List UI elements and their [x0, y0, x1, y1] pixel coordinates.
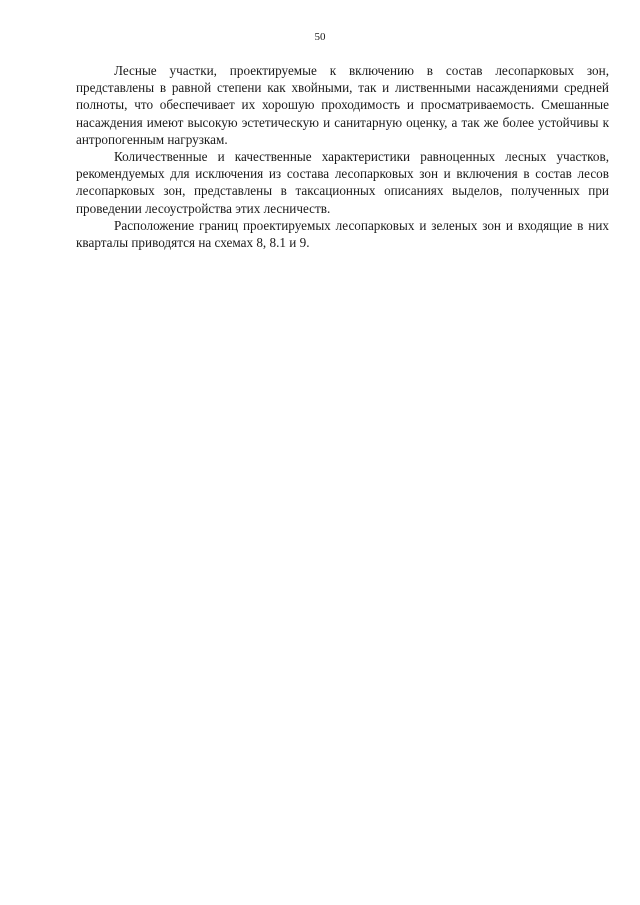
- page-number: 50: [314, 31, 326, 43]
- body-text: [76, 62, 609, 251]
- paragraph-characteristics: Количественные и качественные характеристики равноценных лесных участков, рекомендуемых для исключения из состава лесопарковых зон и включения в состав лесов лесопарковых зон, представлены в таксационных описаниях выделов, полученных при проведении лесоустройства этих лесничеств.: [76, 149, 609, 216]
- paragraph-boundaries-location: Расположение границ проектируемых лесопарковых и зеленых зон и входящие в них кварталы приводятся на схемах 8, 8.1 и 9.: [76, 217, 609, 251]
- paragraph-forest-plots-description: Лесные участки, проектируемые к включению в состав лесопарковых зон, представлены в равной степени как хвойными, так и лиственными насаждениями средней полноты, что обеспечивает их хорошую проходимость и просматриваемость. Смешанные насаждения имеют высокую эстетическую и санитарную оценку, а так же более устойчивы к антропогенным нагрузкам.: [76, 63, 609, 147]
